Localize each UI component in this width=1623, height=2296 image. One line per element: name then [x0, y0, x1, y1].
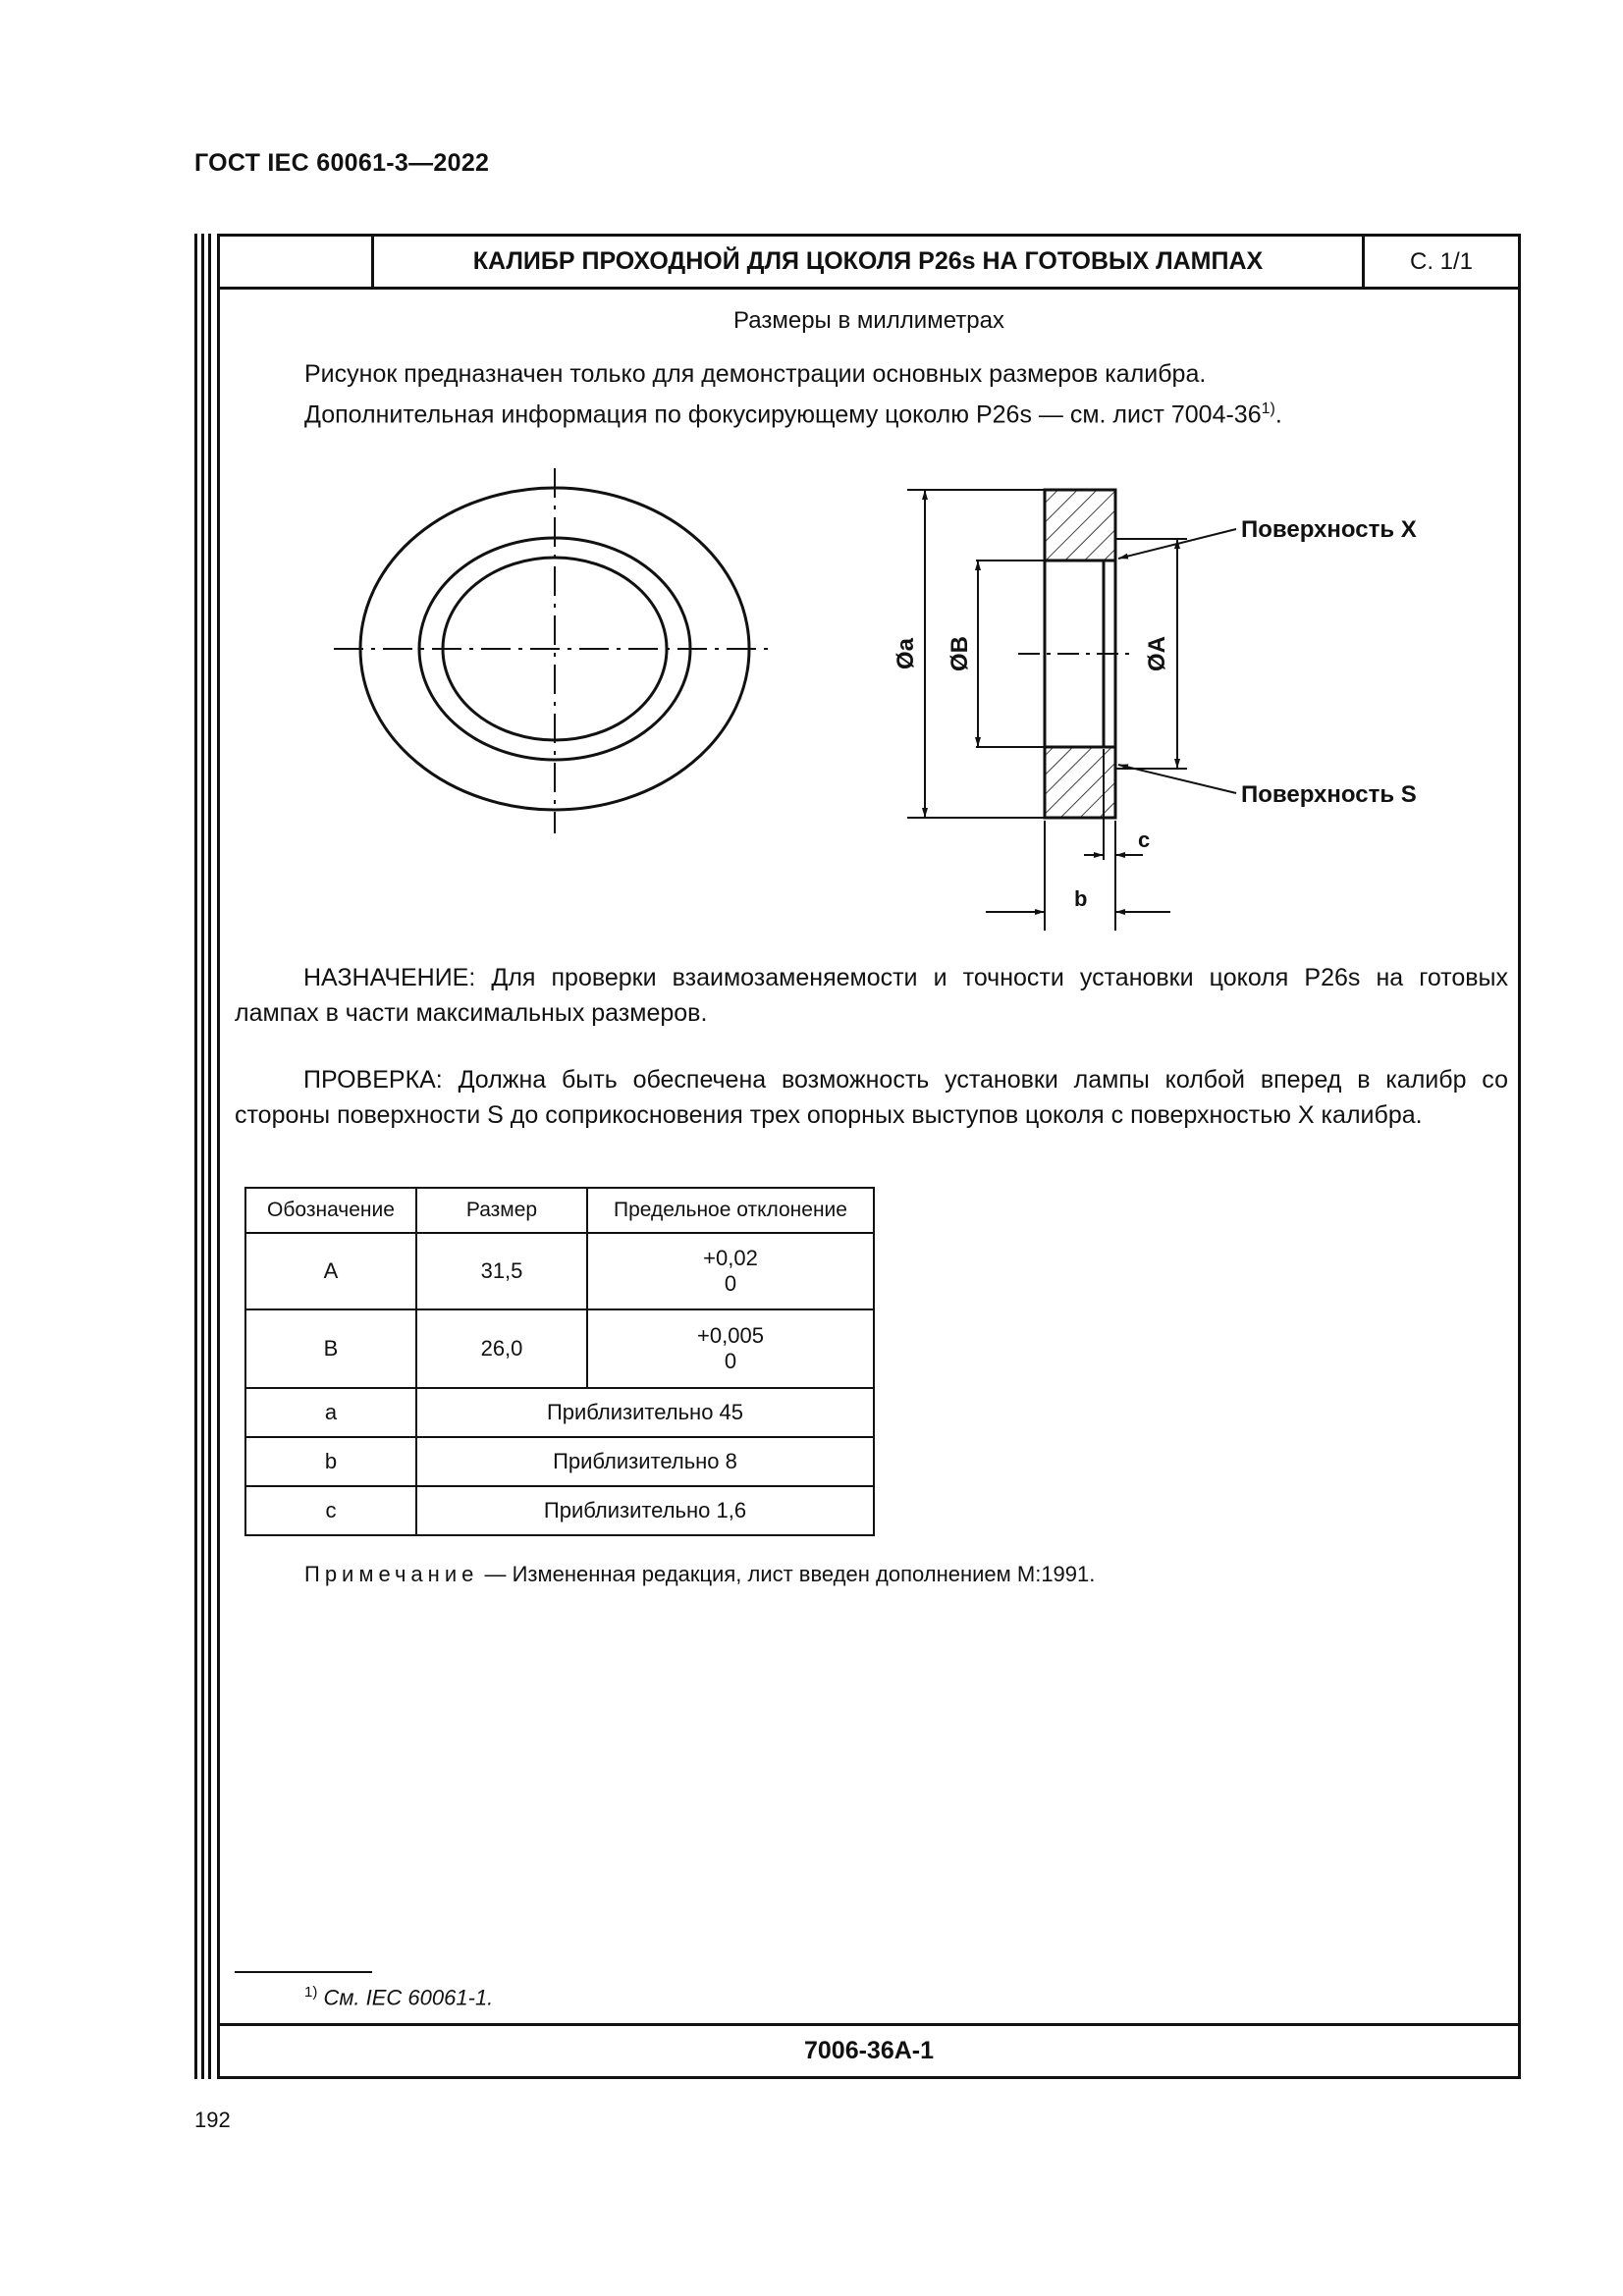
col-header-symbol: Обозначение	[245, 1188, 416, 1233]
tol-upper: +0,005	[697, 1323, 764, 1348]
surface-s-label: Поверхность S	[1241, 781, 1417, 808]
table-row	[245, 1309, 874, 1388]
sheet-frame	[217, 234, 1521, 2079]
footnote-separator	[235, 1971, 372, 1973]
dimensions-table	[244, 1187, 875, 1536]
footnote-mark: 1)	[304, 1984, 318, 2001]
front-view	[334, 468, 770, 833]
cell-symbol: b	[245, 1437, 416, 1486]
cell-tolerance	[587, 1309, 874, 1388]
title-row	[220, 237, 1518, 290]
note-text: — Измененная редакция, лист введен дополнением M:1991.	[478, 1562, 1096, 1586]
cell-symbol: B	[245, 1309, 416, 1388]
dim-label-b: b	[1074, 886, 1088, 911]
cell-approx: Приблизительно 8	[416, 1437, 874, 1486]
note-label: Примечание	[304, 1562, 479, 1586]
gauge-drawing	[220, 453, 1518, 934]
cell-symbol: a	[245, 1388, 416, 1437]
intro-line-2-text: Дополнительная информация по фокусирующему цоколю P26s — см. лист 7004-36	[304, 400, 1262, 429]
title-empty-cell	[220, 237, 374, 287]
intro-text	[304, 356, 1282, 432]
standard-designation: ГОСТ IEC 60061-3—2022	[194, 149, 490, 177]
intro-line-2-end: .	[1274, 400, 1282, 429]
dim-label-phi-a: Øa	[893, 637, 919, 670]
units-note: Размеры в миллиметрах	[733, 307, 1004, 334]
dim-label-phi-A: ØA	[1144, 636, 1170, 671]
cell-size: 26,0	[416, 1309, 587, 1388]
tol-lower: 0	[724, 1349, 737, 1373]
intro-footnote-ref: 1)	[1261, 400, 1275, 417]
footnote-text: См. IEC 60061-1.	[317, 1985, 494, 2010]
dim-label-phi-B: ØB	[947, 636, 973, 671]
sheet-code: 7006-36A-1	[220, 2023, 1518, 2076]
cell-tolerance	[587, 1233, 874, 1309]
dim-label-c: c	[1138, 828, 1151, 852]
purpose-paragraph	[235, 960, 1508, 1031]
sheet-page-label: С. 1/1	[1409, 247, 1474, 275]
left-margin-line-2	[201, 234, 204, 2079]
col-header-tolerance: Предельное отклонение	[587, 1188, 874, 1233]
tol-upper: +0,02	[703, 1246, 758, 1270]
cell-approx: Приблизительно 45	[416, 1388, 874, 1437]
surface-x-label: Поверхность X	[1241, 516, 1417, 543]
cell-symbol: A	[245, 1233, 416, 1309]
intro-line-2	[304, 392, 1282, 432]
cell-symbol: c	[245, 1486, 416, 1535]
page-number: 192	[194, 2108, 231, 2132]
section-view	[893, 490, 1417, 931]
footnote	[304, 1984, 493, 2010]
tol-lower: 0	[724, 1271, 737, 1296]
purpose-text: НАЗНАЧЕНИЕ: Для проверки взаимозаменяемости и точности установки цоколя P26s на готовых лампах в части максимальных размеров.	[235, 964, 1508, 1027]
table-row	[245, 1437, 874, 1486]
table-row	[245, 1233, 874, 1309]
table-row	[245, 1486, 874, 1535]
check-paragraph	[235, 1062, 1508, 1133]
sheet-title: КАЛИБР ПРОХОДНОЙ ДЛЯ ЦОКОЛЯ P26s НА ГОТОВЫХ ЛАМПАХ	[374, 237, 1365, 287]
cell-approx: Приблизительно 1,6	[416, 1486, 874, 1535]
table-row	[245, 1388, 874, 1437]
intro-line-1: Рисунок предназначен только для демонстрации основных размеров калибра.	[304, 360, 1207, 388]
note	[304, 1562, 1095, 1587]
cell-size: 31,5	[416, 1233, 587, 1309]
check-text: ПРОВЕРКА: Должна быть обеспечена возможность установки лампы колбой вперед в калибр со стороны поверхности S до соприкосновения трех опорных выступов цоколя с поверхностью X калибра.	[235, 1066, 1508, 1129]
left-margin-line-3	[208, 234, 211, 2079]
col-header-size: Размер	[416, 1188, 587, 1233]
left-margin-line-1	[194, 234, 197, 2079]
